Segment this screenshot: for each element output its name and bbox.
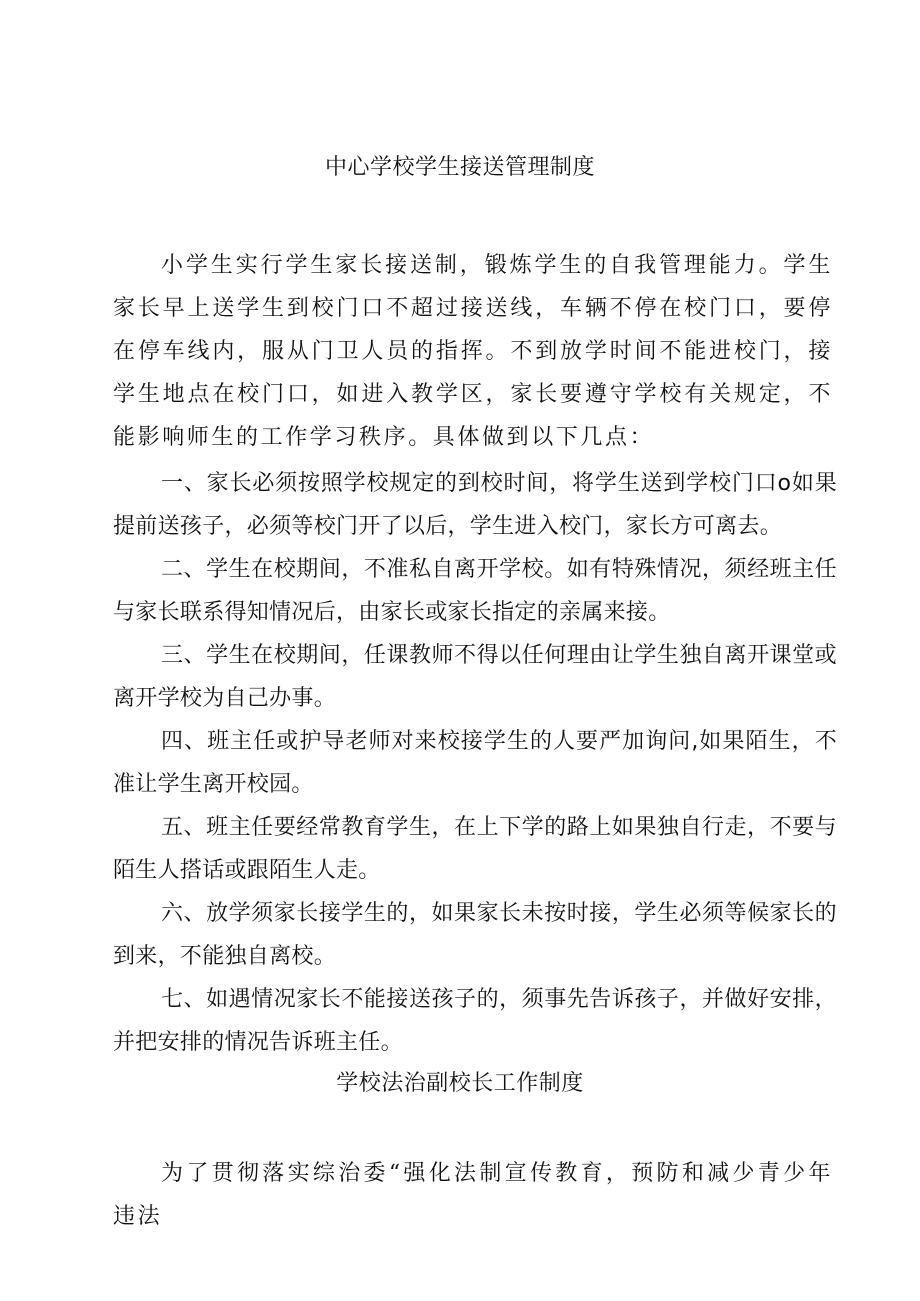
rule-item-5: 五、班主任要经常教育学生，在上下学的路上如果独自行走，不要与陌生人搭话或跟陌生人走。 [113,815,837,883]
rule-item-7: 七、如遇情况家长不能接送孩子的，须事先告诉孩子，并做好安排，并把安排的情况告诉班主任。 [113,987,837,1055]
rule-item-1: 一、家长必须按照学校规定的到校时间，将学生送到学校门口o如果提前送孩子，必须等校门开了以后，学生进入校门，家长方可离去。 [113,471,837,539]
document-title: 中心学校学生接送管理制度 [324,155,595,180]
rules-list [113,462,837,1064]
second-intro-paragraph: 为了贯彻落实综治委“强化法制宣传教育，预防和减少青少年违法 [113,1161,833,1229]
rule-item-2: 二、学生在校期间，不准私自离开学校。如有特殊情况，须经班主任与家长联系得知情况后，由家长或家长指定的亲属来接。 [113,557,837,625]
intro-paragraph: 小学生实行学生家长接送制，锻炼学生的自我管理能力。学生家长早上送学生到校门口不超过接送线，车辆不停在校门口，要停在停车线内，服从门卫人员的指挥。不到放学时间不能进校门，接学生地点在校门口，如进入教学区，家长要遵守学校有关规定，不能影响师生的工作学习秩序。具体做到以下几点： [113,253,833,450]
second-document-title: 学校法治副校长工作制度 [336,1071,584,1096]
rule-item-4: 四、班主任或护导老师对来校接学生的人要严加询问,如果陌生，不准让学生离开校园。 [113,729,837,797]
rule-item-6: 六、放学须家长接学生的，如果家长未按时接，学生必须等候家长的到来，不能独自离校。 [113,901,837,969]
rule-item-3: 三、学生在校期间，任课教师不得以任何理由让学生独自离开课堂或离开学校为自己办事。 [113,643,837,711]
